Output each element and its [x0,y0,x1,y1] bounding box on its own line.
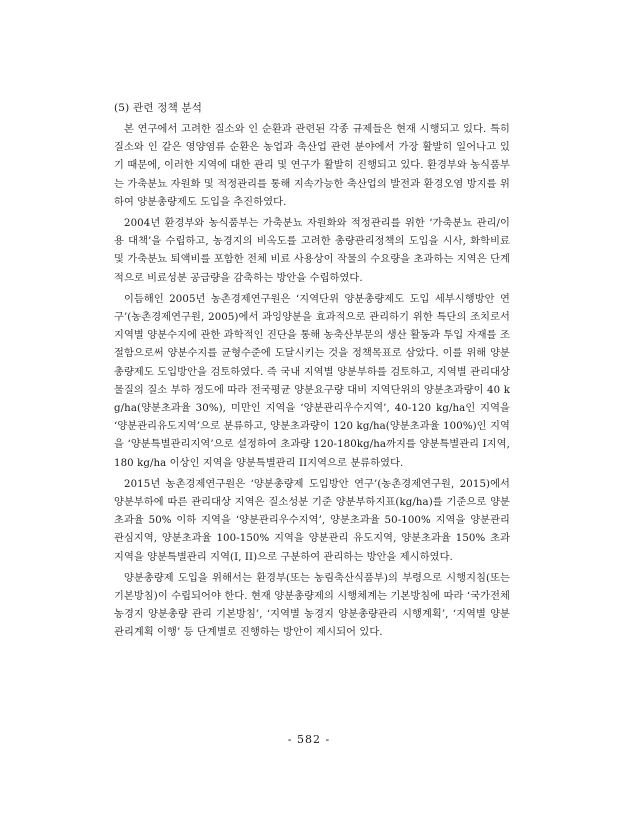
document-body [114,100,510,646]
paragraph-5: 양분총량제 도입을 위해서는 환경부(또는 농림축산식품부)의 부령으로 시행지침(또는 기본방침)이 수립되어야 한다. 현재 양분총량제의 시행체계는 기본방침에 따라 ‘국가전체 농경지 양분총량 관리 기본방침’, ‘지역별 농경지 양분총량관리 시행계획’, ‘지역별 양분관리계획 이행’ 등 단계별로 진행하는 방안이 제시되어 있다. [114,572,510,639]
paragraph-1: 본 연구에서 고려한 질소와 인 순환과 관련된 각종 규제들은 현재 시행되고 있다. 특히 질소와 인 같은 영양염류 순환은 농업과 축산업 관련 분야에서 가장 활발히 일어나고 있기 때문에, 이러한 지역에 대한 관리 및 연구가 활발히 진행되고 있다. 환경부와 농식품부는 가축분뇨 자원화 및 적정관리를 통해 지속가능한 축산업의 발전과 환경오염 방지를 위하여 양분총량제도 도입을 추진하였다. [114,124,510,208]
section-heading: (5) 관련 정책 분석 [114,102,203,114]
paragraph-2: 2004년 환경부와 농식품부는 가축분뇨 자원화와 적정관리를 위한 ‘가축분뇨 관리/이용 대책’을 수립하고, 농경지의 비옥도를 고려한 총량관리정책의 도입을 시사, 화학비료 및 가축분뇨 퇴액비를 포함한 전체 비료 사용상이 작물의 수요량을 초과하는 지역은 단계적으로 비료성분 공급량을 감축하는 방안을 수립하였다. [114,218,510,284]
paragraph-4: 2015년 농촌경제연구원은 ‘양분총량제 도입방안 연구’(농촌경제연구원, 2015)에서 양분부하에 따른 관리대상 지역은 질소성분 기준 양분부하지표(kg/ha)를 기준으로 양분초과율 50% 이하 지역을 ‘양분관리우수지역’, 양분초과율 50-100% 지역을 양분관리 관심지역, 양분초과율 100-150% 지역을 양분관리 유도지역, 양분초과율 150% 초과 지역을 양분특별관리 지역(I, II)으로 구분하여 관리하는 방안을 제시하였다. [114,478,510,563]
page-number: - 582 - [287,733,331,746]
paragraph-3: 이듬해인 2005년 농촌경제연구원은 ‘지역단위 양분총량제도 도입 세부시행방안 연구’(농촌경제연구원, 2005)에서 과잉양분을 효과적으로 관리하기 위한 특단의 조치로서 지역별 양분수지에 관한 과학적인 진단을 통해 농축산부문의 생산 활동과 투입 자재를 조절함으로써 양분수지를 균형수준에 도달시키는 것을 정책목표로 삼았다. 이를 위해 양분총량제도 도입방안을 검토하였다. 즉 국내 지역별 양분부하를 검토하고, 지역별 관리대상 물질의 질소 부하 정도에 따라 전국평균 양분요구량 대비 지역단위의 양분초과량이 40 kg/ha(양분초과율 30%), 미만인 지역을 ‘양분관리우수지역’, 40-120 kg/ha인 지역을 ‘양분관리유도지역’으로 분류하고, 양분초과량이 120 kg/ha(양분초과율 100%)인 지역을 ‘양분특별관리지역’으로 설정하여 초과량 120-180kg/ha까지를 양분특별관리 I지역, 180 kg/ha 이상인 지역을 양분특별관리 II지역으로 분류하였다. [114,293,510,469]
